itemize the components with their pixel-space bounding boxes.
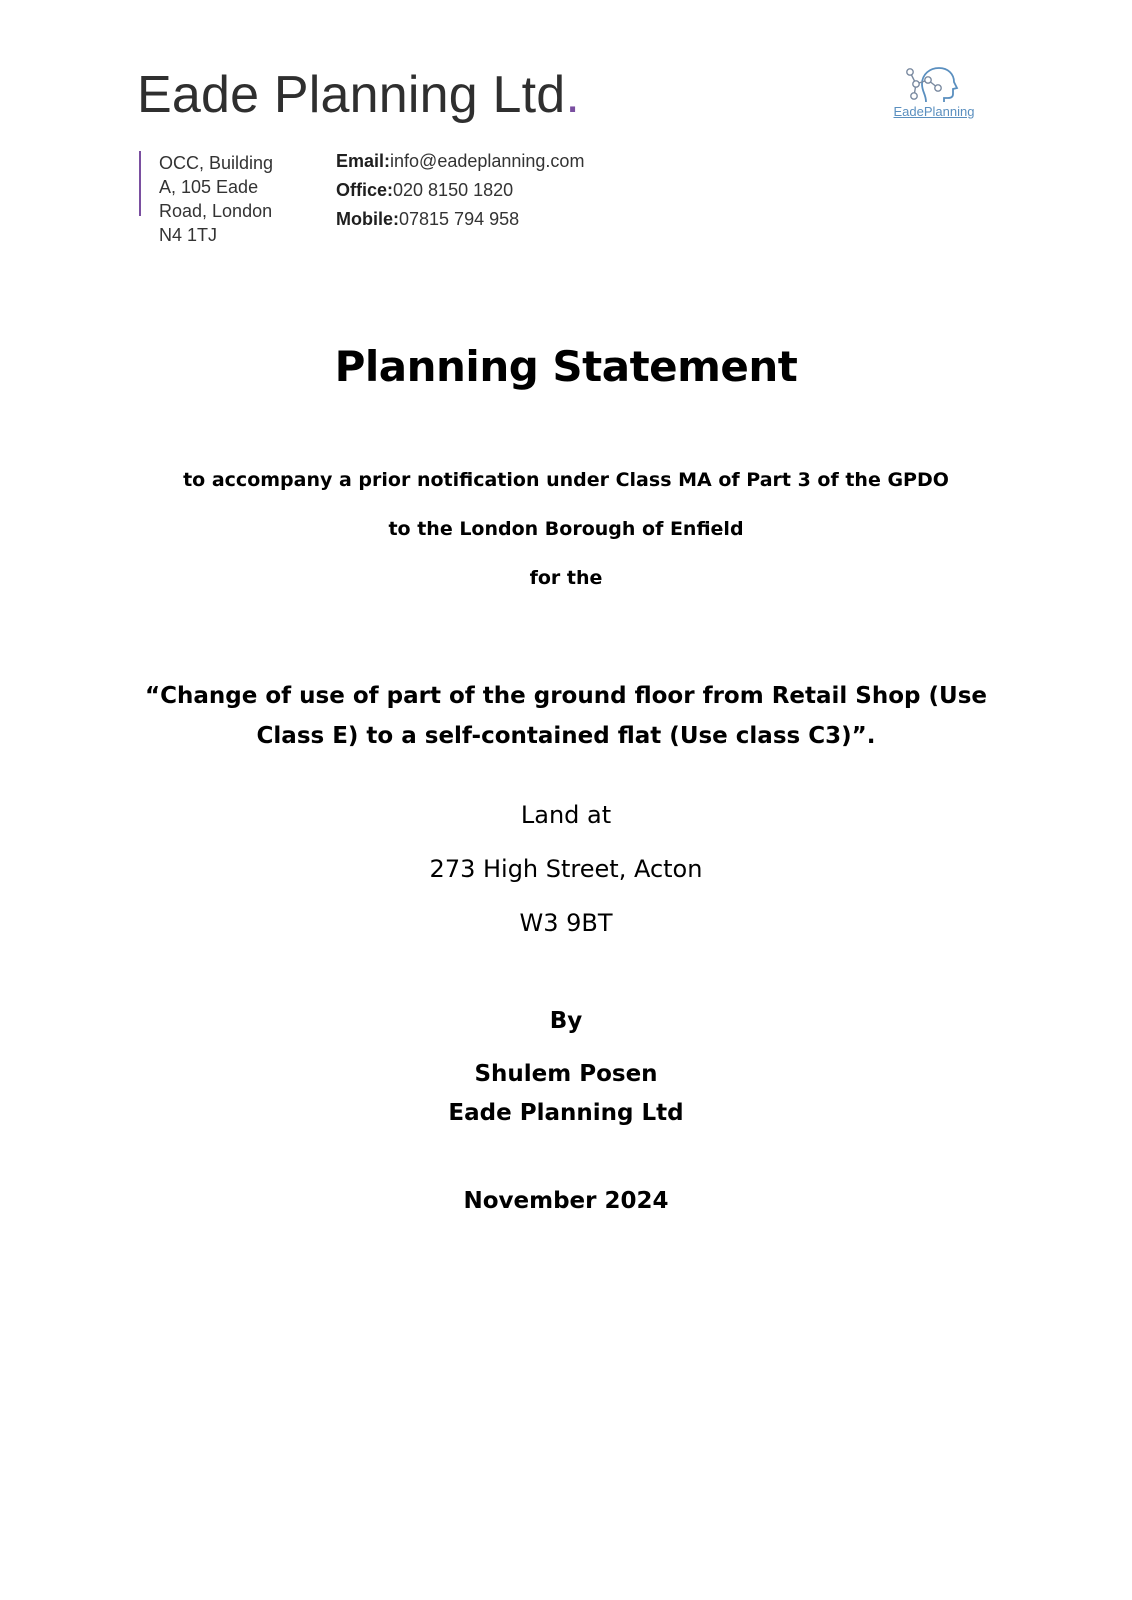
proposal-description bbox=[0, 676, 1132, 756]
document-title: Planning Statement bbox=[334, 342, 798, 391]
address-line: Road, London bbox=[159, 201, 273, 221]
address-line: N4 1TJ bbox=[159, 225, 218, 245]
mobile-label: Mobile: bbox=[336, 209, 399, 229]
mobile-phone: 07815 794 958 bbox=[399, 209, 520, 229]
address-line: A, 105 Eade bbox=[159, 177, 259, 197]
subtitle-line-1: to accompany a prior notification under Class MA of Part 3 of the GPDO bbox=[183, 469, 949, 491]
company-name-dot: . bbox=[565, 66, 581, 124]
author-name: Shulem Posen bbox=[474, 1061, 658, 1087]
author-company: Eade Planning Ltd bbox=[448, 1100, 684, 1126]
mobile-row bbox=[336, 205, 584, 234]
email-value[interactable]: info@eadeplanning.com bbox=[390, 151, 585, 171]
by-label: By bbox=[549, 1008, 583, 1034]
site-street-address: 273 High Street, Acton bbox=[429, 855, 703, 883]
proposal-line-1: “Change of use of part of the ground floor from Retail Shop (Use bbox=[145, 683, 987, 709]
head-network-icon bbox=[882, 64, 986, 106]
company-name-text: Eade Planning Ltd bbox=[137, 66, 566, 124]
eade-planning-logo bbox=[882, 64, 986, 122]
company-name bbox=[137, 64, 580, 126]
address-divider bbox=[139, 151, 141, 216]
document-date: November 2024 bbox=[463, 1188, 669, 1214]
contact-details bbox=[336, 147, 584, 234]
email-row bbox=[336, 147, 584, 176]
office-label: Office: bbox=[336, 180, 394, 200]
email-label: Email: bbox=[336, 151, 391, 171]
subtitle-line-2: to the London Borough of Enfield bbox=[388, 518, 744, 540]
office-phone: 020 8150 1820 bbox=[393, 180, 514, 200]
address-line: OCC, Building bbox=[159, 153, 274, 173]
land-at-label: Land at bbox=[520, 801, 612, 829]
office-row bbox=[336, 176, 584, 205]
site-postcode: W3 9BT bbox=[519, 909, 613, 937]
logo-caption: EadePlanning bbox=[893, 104, 975, 119]
proposal-line-2: Class E) to a self-contained flat (Use class C3)”. bbox=[256, 723, 876, 749]
subtitle-line-3: for the bbox=[529, 567, 603, 589]
office-address bbox=[159, 151, 299, 247]
